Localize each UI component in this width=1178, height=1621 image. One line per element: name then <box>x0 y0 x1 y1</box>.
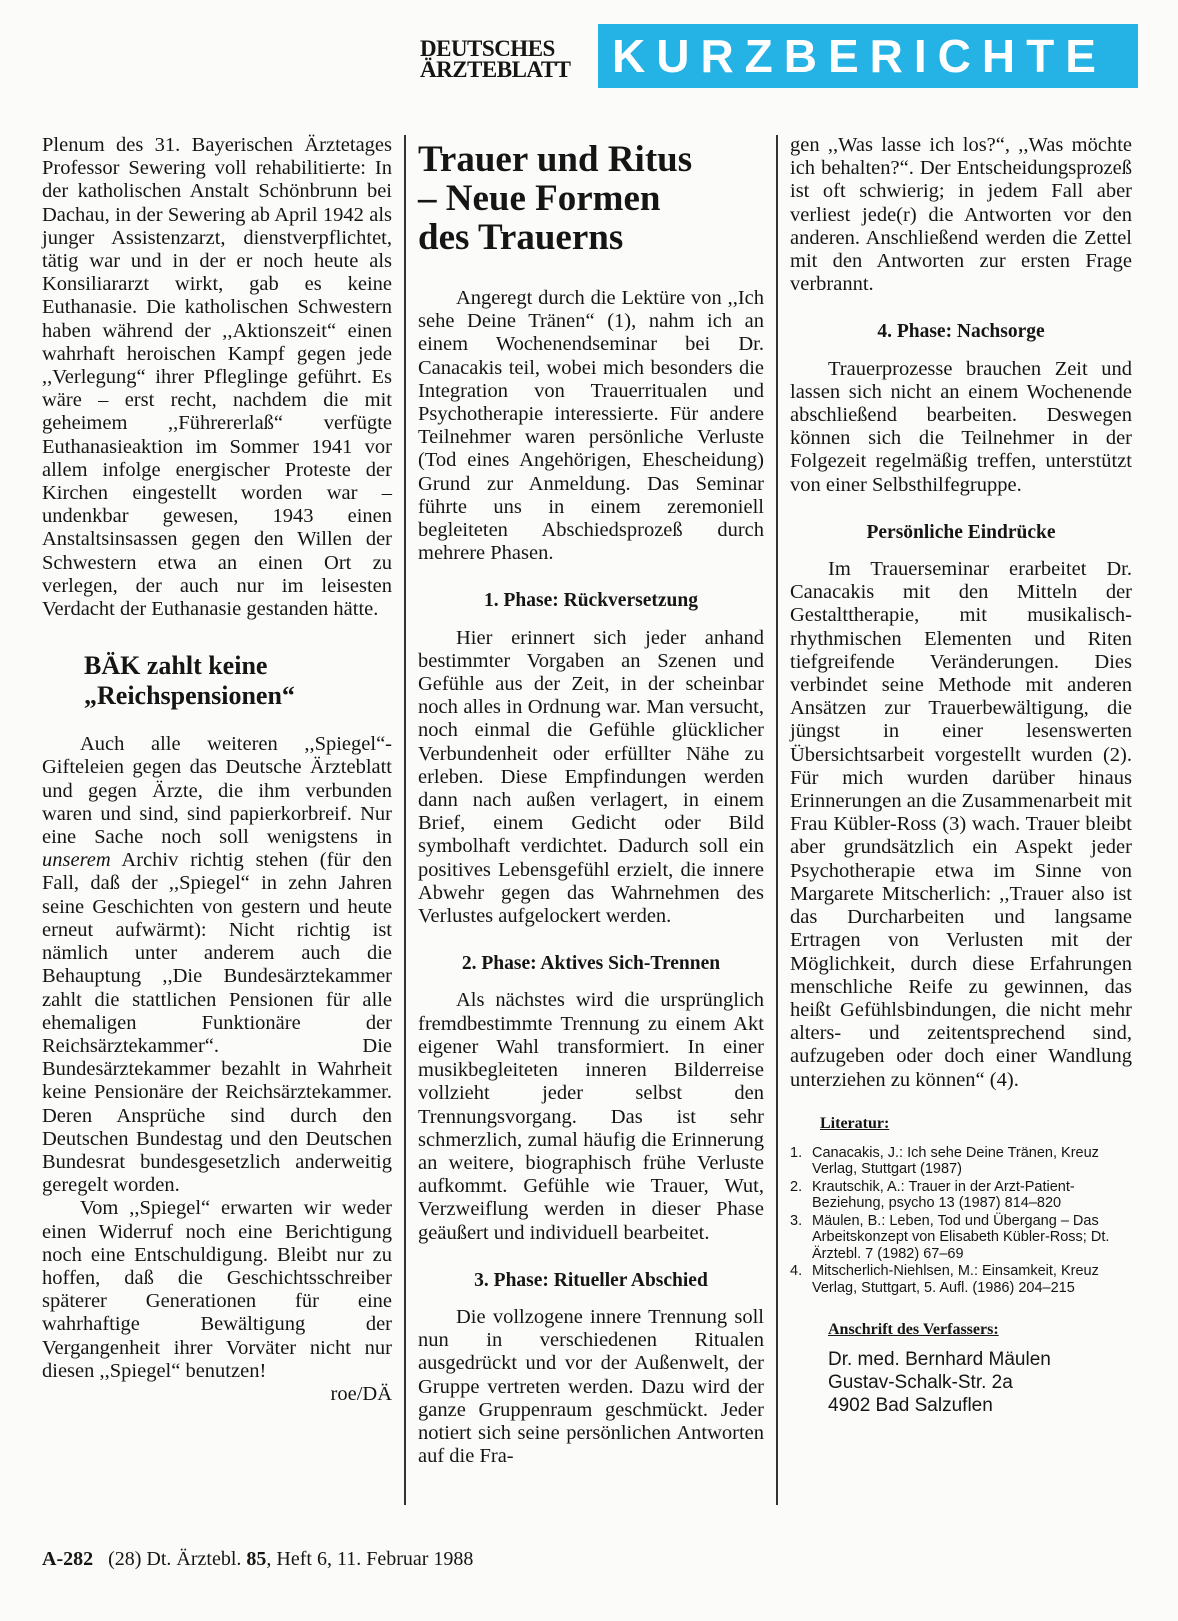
journal-logo <box>420 38 571 80</box>
title-line: des Trauerns <box>418 217 624 258</box>
logo-line-2: ÄRZTEBLATT <box>420 57 571 82</box>
citation-suffix: , Heft 6, 11. Februar 1988 <box>266 1548 474 1570</box>
volume-number: 85 <box>246 1548 267 1570</box>
paragraph: Vom ,,Spiegel“ erwarten wir weder einen Widerruf noch eine Berichtigung noch eine Entschuldigung. Bleibt nur zu hoffen, daß die Geschichtsschreiber späterer Generationen für eine wahrhaftige Bewältigung der Vergangenheit ihrer Vorväter nicht nur diesen ,,Spiegel“ benutzen! <box>42 1197 392 1382</box>
title-line: Trauer und Ritus <box>418 139 693 180</box>
literature-list <box>790 1145 1132 1297</box>
paragraph: Hier erinnert sich jeder anhand bestimmter Vorgaben an Szenen und Gefühle aus der Zeit, in der scheinbar noch alles in Ordnung war. Man versucht, noch einmal die Gefühle glücklicher Verbundenheit oder erfüllter Nähe zu erleben. Diese Empfindungen werden dann nach außen verlagert, in einem Brief, einem Gedicht oder Bild symbolhaft verdichtet. Dadurch soll ein positives Lebensgefühl erzielt, die innere Abwehr gegen das Wahrnehmen des Verlustes aufgelockert werden. <box>418 626 764 928</box>
emphasis: unserem <box>42 849 111 872</box>
logo-line-1: DEUTSCHES <box>420 36 555 61</box>
literature-heading: Literatur: <box>820 1114 890 1132</box>
subheading: 1. Phase: Rückversetzung <box>484 590 698 612</box>
paragraph: Im Trauerseminar erarbeitet Dr. Canacakis mit den Mitteln der Gestalttherapie, mit musikalisch-rhythmischen Elementen und Riten tiefgreifende Veränderungen. Dies verbindet seine Methode mit anderen Ansätzen zur Trauerbewältigung, die jüngst in einer lesenswerten Übersichtsarbeit vorgestellt wurden (2). Für mich wurden darüber hinaus Erinnerungen an die Zusammenarbeit mit Frau Kübler-Ross (3) wach. Trauer bleibt aber grundsätzlich ein Aspekt jeder Psychotherapie etwa im Sinne von Margarete Mitscherlich: ,,Trauer also ist das Durcharbeiten und langsame Ertragen von Verlusten mit der Möglichkeit, durch diese Erfahrungen menschliche Reife zu gewinnen, das heißt Gefühlsbindungen, die nicht mehr alters- und zeitentsprechend sind, aufzugeben oder doch einer Wandlung unterziehen zu können“ (4). <box>790 558 1132 1091</box>
column-rule-right <box>776 135 778 1505</box>
literature-item: 1. Canacakis, J.: Ich sehe Deine Tränen, Kreuz Verlag, Stuttgart (1987) <box>790 1144 1099 1178</box>
subheading: 3. Phase: Ritueller Abschied <box>474 1269 708 1291</box>
paragraph: Trauerprozesse brauchen Zeit und lassen sich nicht an einem Wochenende abschließend bearbeiten. Deswegen können sich die Teilnehmer in der Folgezeit regelmäßig treffen, unterstützt von einer Selbsthilfegruppe. <box>790 357 1132 496</box>
address-name: Dr. med. Bernhard Mäulen <box>828 1348 1051 1370</box>
literature-item: 2. Krautschik, A.: Trauer in der Arzt-Patient-Beziehung, psycho 13 (1987) 814–820 <box>790 1178 1075 1212</box>
column-rule-left <box>404 135 406 1505</box>
author-signature: roe/DÄ <box>330 1382 392 1405</box>
section-banner: KURZBERICHTE <box>598 24 1138 88</box>
subheading: 4. Phase: Nachsorge <box>877 321 1045 343</box>
column-left <box>42 134 392 1406</box>
literature-item: 4. Mitscherlich-Niehlsen, M.: Einsamkeit, Kreuz Verlag, Stuttgart, 5. Aufl. (1986) 204–215 <box>790 1263 1099 1296</box>
text-run: Archiv richtig stehen (für den Fall, daß der ,,Spiegel“ in zehn Jahren seine Geschichten von gestern und heute erneut aufwärmt): Nicht richtig ist nämlich unter anderem auch die Behauptung ,,Die Bundesärztekammer zahlt die stattlichen Pensionen für alle ehemaligen Funktionäre der Reichsärztekammer“. Die Bundesärztekammer bezahlt in Wahrheit keine Pensionäre der Reichsärztekammer. Deren Ansprüche sind durch den Deutschen Bundestag und den Deutschen Bundesrat bundesgesetzlich anderweitig geregelt worden. <box>42 849 392 1197</box>
subheading: 2. Phase: Aktives Sich-Trennen <box>461 953 721 975</box>
paragraph: gen ,,Was lasse ich los?“, ,,Was möchte ich behalten?“. Der Entscheidungsprozeß ist oft schwierig; in jedem Fall aber verliest jede(r) die Antworten vor den anderen. Anschließend werden die Zettel mit den Antworten zur ersten Frage verbrannt. <box>790 134 1132 296</box>
literature-item: 3. Mäulen, B.: Leben, Tod und Übergang – Das Arbeitskonzept von Elisabeth Kübler-Ross; Dt. Ärztebl. 7 (1982) 67–69 <box>790 1212 1110 1262</box>
text-run: Auch alle weiteren ,,Spiegel“-Gifteleien gegen das Deutsche Ärzteblatt und gegen Ärzte, die ihm verbunden waren und sind, sind papierkorbreif. Nur eine Sache noch soll wenigstens in <box>42 733 392 849</box>
paragraph: Die vollzogene innere Trennung soll nun in verschiedenen Ritualen ausgedrückt und vor der Außenwelt, der Gruppe vertreten werden. Dazu wird der ganze Gruppenraum geschmückt. Jeder notiert sich seine persönlichen Antworten auf die Fra- <box>418 1305 764 1468</box>
address-street: Gustav-Schalk-Str. 2a <box>828 1371 1013 1393</box>
paragraph: Plenum des 31. Bayerischen Ärztetages Professor Sewering voll rehabilitierte: In der katholischen Anstalt Schönbrunn bei Dachau, in der Sewering ab April 1942 als junger Assistenzarzt, dienstverpflichtet, tätig war und in der er noch heute als Konsiliararzt wirkt, gab es keine Euthanasie. Die katholischen Schwestern haben während der ,,Aktionszeit“ einen wahrhaft heroischen Kampf gegen jede ,,Verlegung“ ihrer Pfleglinge geführt. Es wäre – erst recht, nachdem die mit geheimem ,,Führererlaß“ verfügte Euthanasieaktion im Sommer 1941 vor allem infolge energischer Proteste der Kirchen eingestellt worden war – undenkbar gewesen, 1943 einen Anstaltsinsassen gegen den Willen der Schwestern etwa an einen Ort zu verlegen, der auch nur im leisesten Verdacht der Euthanasie gestanden hätte. <box>42 134 392 621</box>
signature-line <box>42 1383 392 1406</box>
page-code: A-282 <box>42 1548 94 1570</box>
column-middle <box>418 140 764 1468</box>
heading-line: „Reichspensionen“ <box>84 681 295 711</box>
paragraph: Als nächstes wird die ursprünglich fremdbestimmte Trennung zu einem Akt eigener Wahl transformiert. In einer musikbegleiteten inneren Bilderreise vollzieht jeder selbst den Trennungsvorgang. Das ist sehr schmerzlich, zumal häufig die Erinnerung an weitere, biographisch frühe Verluste aufkommt. Gefühle wie Trauer, Wut, Verzweiflung werden in dieser Phase geäußert und individuell bearbeitet. <box>418 989 764 1244</box>
subheading: Persönliche Eindrücke <box>866 521 1056 543</box>
citation-prefix: (28) Dt. Ärztebl. <box>108 1548 247 1570</box>
author-address <box>828 1348 1132 1417</box>
heading-line: BÄK zahlt keine <box>84 651 268 681</box>
column-right <box>790 134 1132 1417</box>
paragraph <box>42 733 392 1197</box>
page-footer <box>42 1548 473 1571</box>
article-title <box>418 140 764 257</box>
title-line: – Neue Formen <box>418 178 661 219</box>
address-heading: Anschrift des Verfassers: <box>828 1321 999 1339</box>
article-heading <box>84 651 392 711</box>
intro-paragraph: Angeregt durch die Lektüre von ,,Ich sehe Deine Tränen“ (1), nahm ich an einem Wochenendseminar bei Dr. Canacakis teil, wobei mich besonders die Integration von Trauerritualen und Psychotherapie interessierte. Für andere Teilnehmer waren persönliche Verluste (Tod eines Angehörigen, Ehescheidung) Grund zur Anmeldung. Das Seminar führte uns in einem zeremoniell begleiteten Abschiedsprozeß durch mehrere Phasen. <box>418 287 764 565</box>
address-city: 4902 Bad Salzuflen <box>828 1394 993 1416</box>
